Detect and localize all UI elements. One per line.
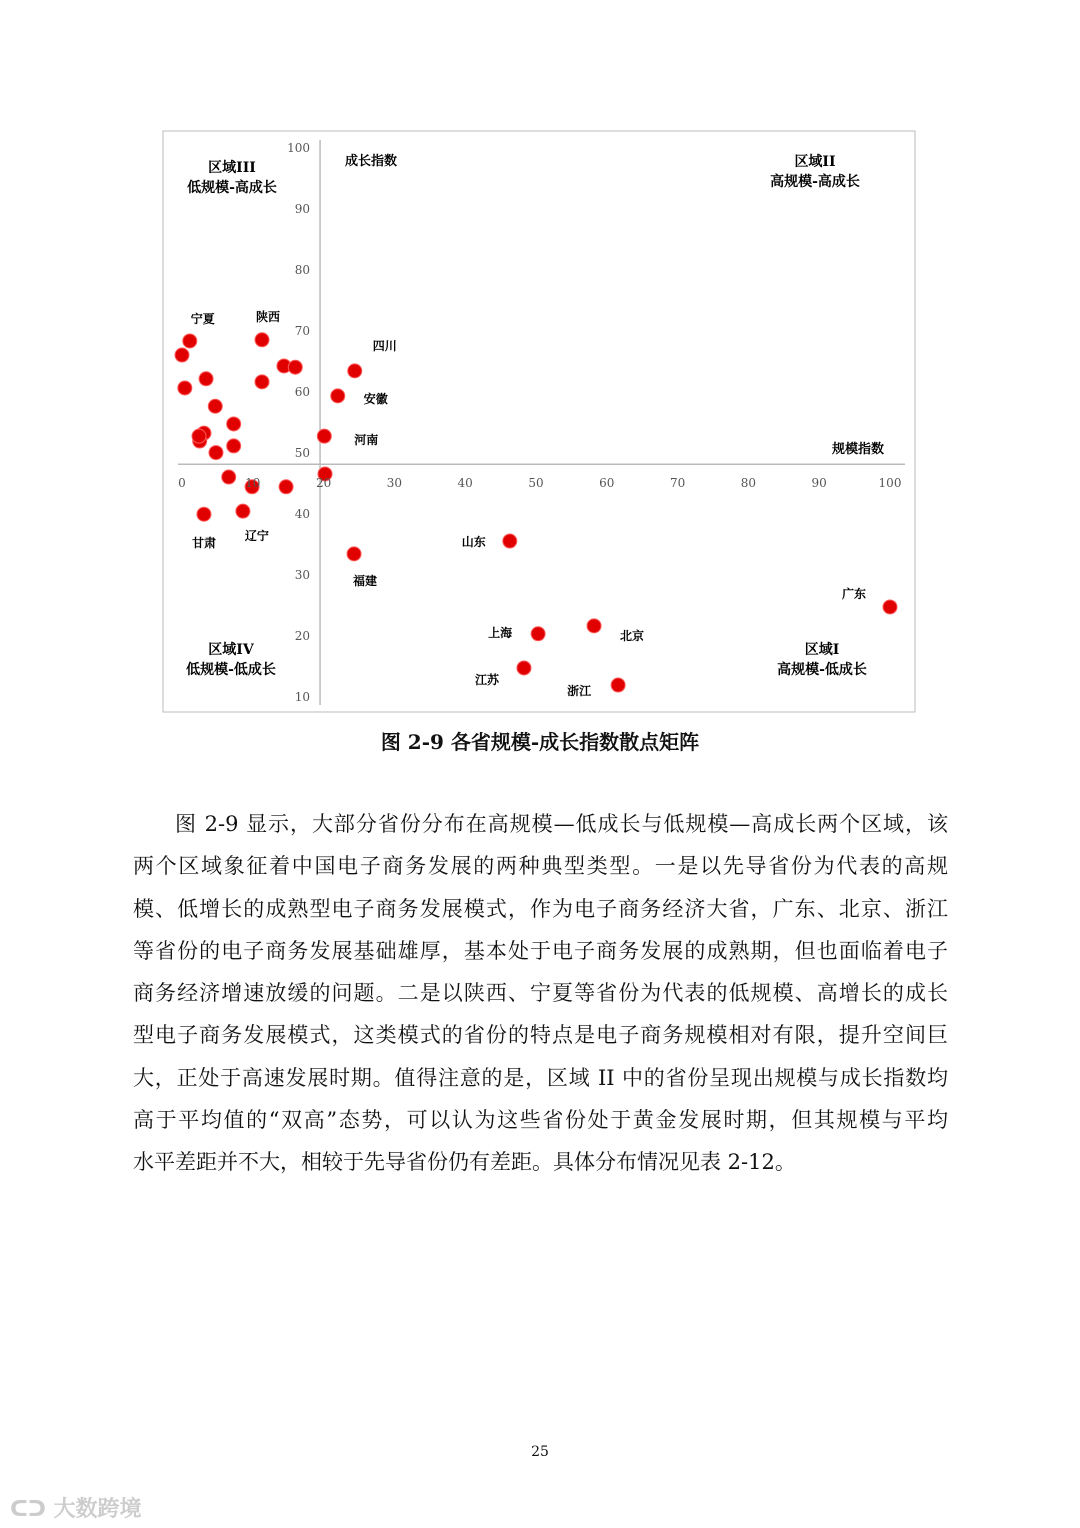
y-tick-label: 100 [287,141,310,155]
point-label: 山东 [461,535,486,550]
data-point [255,375,269,389]
point-label: 甘肃 [191,536,216,551]
chart-frame [163,131,915,712]
data-point [227,417,241,431]
point-label: 辽宁 [244,529,269,544]
data-point [222,470,236,484]
y-tick-label: 20 [294,629,310,643]
quadrant-name: 区域I [804,642,840,658]
data-point [183,334,197,348]
point-label: 浙江 [567,684,592,699]
data-point [236,504,250,518]
point-label: 安徽 [363,391,388,406]
data-point [531,627,545,641]
data-point [209,446,223,460]
x-tick-label: 40 [457,476,473,490]
paragraph-line: 图 2-9 显示，大部分省份分布在高规模—低成长与低规模—高成长两个区域，该 [175,812,948,836]
data-point [347,547,361,561]
y-tick-label: 60 [294,385,310,399]
y-tick-label: 80 [294,263,310,277]
point-label: 陕西 [255,309,281,324]
quadrant-name: 区域II [794,154,836,170]
y-tick-label: 40 [294,507,310,521]
watermark-logo: ᑕᑐ 大数跨境 [10,1497,142,1522]
point-label: 广东 [841,586,867,601]
data-point [611,678,625,692]
x-tick-label: 100 [878,476,902,490]
paragraph-line: 型电子商务发展模式，这类模式的省份的特点是电子商务规模相对有限，提升空间巨 [133,1023,948,1048]
figure-caption: 图 2-9 各省规模-成长指数散点矩阵 [380,730,700,754]
quadrant-desc: 高规模-高成长 [770,174,860,190]
quadrant-desc: 低规模-低成长 [186,662,276,678]
point-label: 四川 [372,338,397,353]
page-number: 25 [531,1444,549,1460]
watermark-text: 大数跨境 [53,1497,142,1522]
paragraph-line: 水平差距并不大，相较于先导省份仍有差距。具体分布情况见表 2-12。 [133,1150,796,1175]
x-tick-label: 30 [386,476,403,490]
y-tick-label: 70 [294,324,310,338]
quadrant-desc: 高规模-低成长 [777,662,867,678]
point-label: 福建 [353,573,378,588]
scatter-chart [0,0,1080,720]
x-tick-label: 20 [315,476,332,490]
quadrant-name: 区域III [208,160,256,176]
body-paragraph [133,803,948,1184]
x-tick-label: 60 [599,476,615,490]
point-label: 上海 [488,625,513,640]
y-tick-label: 50 [294,446,310,460]
quadrant-name: 区域IV [208,642,254,658]
y-axis-title: 成长指数 [344,154,398,169]
data-point [288,360,302,374]
data-point [331,389,345,403]
paragraph-line: 大，正处于高速发展时期。值得注意的是，区域 II 中的省份呈现出规模与成长指数均 [133,1065,948,1090]
paragraph-line: 等省份的电子商务发展基础雄厚，基本处于电子商务发展的成熟期，但也面临着电子 [133,938,948,963]
point-label: 江苏 [474,672,499,687]
y-tick-label: 10 [294,690,310,704]
point-label: 北京 [620,628,645,643]
y-tick-label: 30 [294,568,310,582]
data-point [317,429,331,443]
x-tick-label: 80 [740,476,757,490]
data-point [587,619,601,633]
data-point [199,372,213,386]
x-tick-label: 0 [178,476,186,490]
data-point [227,439,241,453]
y-tick-label: 90 [294,202,310,216]
data-point [197,507,211,521]
x-axis-title: 规模指数 [831,442,885,457]
quadrant-desc: 低规模-高成长 [187,180,277,196]
x-tick-label: 10 [245,476,261,490]
data-point [503,534,517,548]
data-point [175,348,189,362]
point-label: 宁夏 [190,311,215,326]
paragraph-line: 两个区域象征着中国电子商务发展的两种典型类型。一是以先导省份为代表的高规 [133,854,948,879]
data-point [517,661,531,675]
x-tick-label: 50 [528,476,544,490]
data-point [192,429,206,443]
paragraph-line: 高于平均值的“双高”态势，可以认为这些省份处于黄金发展时期，但其规模与平均 [133,1108,948,1133]
x-tick-label: 70 [669,476,686,490]
paragraph-line: 商务经济增速放缓的问题。二是以陕西、宁夏等省份为代表的低规模、高增长的成长 [133,981,948,1006]
data-point [208,399,222,413]
data-point [255,333,269,347]
point-label: 河南 [354,433,379,448]
data-point [883,600,897,614]
data-point [178,381,192,395]
x-tick-label: 90 [811,476,827,490]
data-point [348,364,362,378]
data-point [279,480,293,494]
paragraph-line: 模、低增长的成熟型电子商务发展模式，作为电子商务经济大省，广东、北京、浙江 [133,896,948,921]
